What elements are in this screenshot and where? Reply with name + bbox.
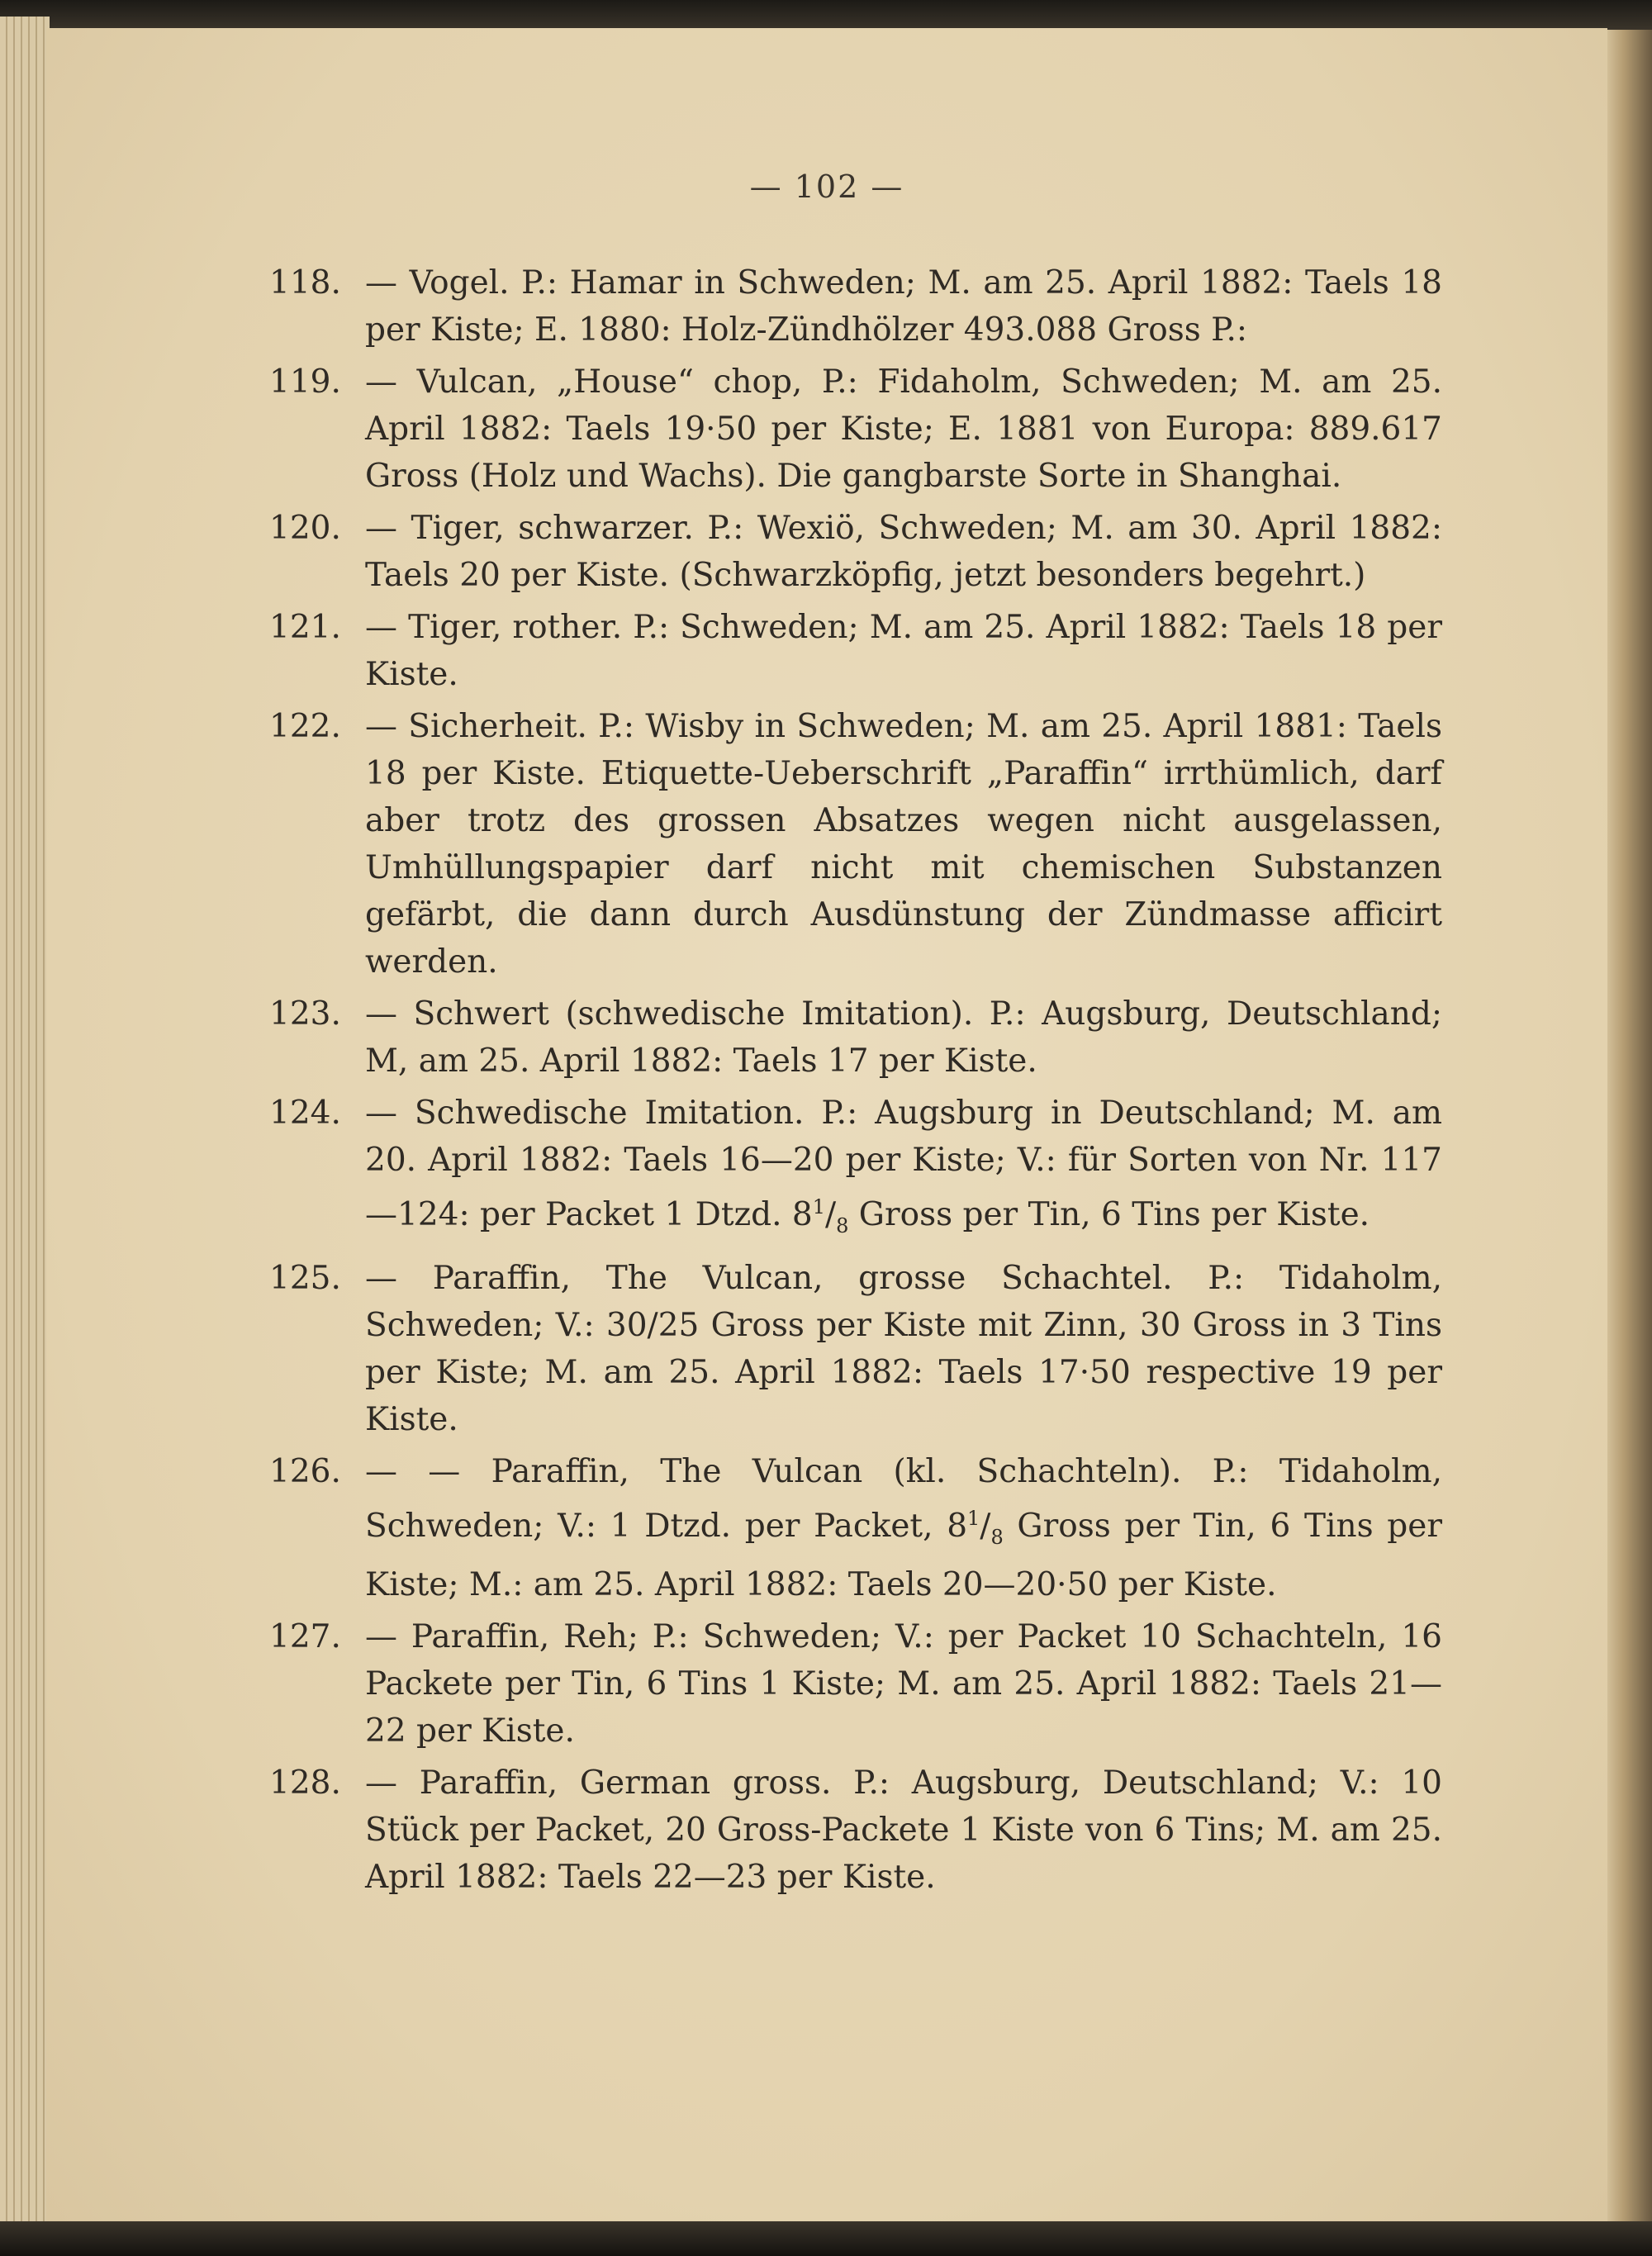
entry-number: 126. <box>269 1452 341 1490</box>
entry-text: — Paraffin, Reh; P.: Schweden; V.: per Packet 10 Schachteln, 16 Packete per Tin, 6 Tins 1 Kiste; M. am 25. April 1882: Taels 21—22 per Kiste. <box>365 1617 1442 1750</box>
entry-text-after: Gross per Tin, 6 Tins per Kiste; M.: am 25. April 1882: Taels 20—20·50 per Kiste. <box>365 1507 1442 1603</box>
entry-120 <box>269 505 1442 599</box>
entry-118 <box>269 259 1442 354</box>
entry-text: — Schwert (schwedische Imitation). P.: Augsburg, Deutschland; M, am 25. April 1882: Taels 17 per Kiste. <box>365 995 1442 1080</box>
entry-text: — Sicherheit. P.: Wisby in Schweden; M. am 25. April 1881: Taels 18 per Kiste. Etiquette-Ueberschrift „Paraffin“ irrthümlich, darf aber trotz des grossen Absatzes wegen nicht ausgelassen, Umhüllungspapier darf nicht mit chemischen Substanzen gefärbt, die dann durch Ausdünstung der Zündmasse afficirt werden. <box>365 708 1442 981</box>
entry-126 <box>269 1448 1442 1608</box>
entry-text: — Tiger, schwarzer. P.: Wexiö, Schweden; M. am 30. April 1882: Taels 20 per Kiste. (Schwarzköpfig, jetzt besonders begehrt.) <box>365 510 1442 594</box>
entry-text: — Paraffin, German gross. P.: Augsburg, Deutschland; V.: 10 Stück per Packet, 20 Gross-Packete 1 Kiste von 6 Tins; M. am 25. April 1882: Taels 22—23 per Kiste. <box>365 1764 1442 1896</box>
entry-number: 121. <box>269 609 341 646</box>
entry-number: 119. <box>269 363 341 401</box>
entry-text: — Tiger, rother. P.: Schweden; M. am 25. April 1882: Taels 18 per Kiste. <box>365 609 1442 693</box>
entry-122 <box>269 703 1442 986</box>
entry-text: — Vulcan, „House“ chop, P.: Fidaholm, Schweden; M. am 25. April 1882: Taels 19·50 per Kiste; E. 1881 von Europa: 889.617 Gross (Holz und Wachs). Die gangbarste Sorte in Shanghai. <box>365 363 1442 495</box>
entry-128 <box>269 1760 1442 1901</box>
entry-text: — — Paraffin, The Vulcan (kl. Schachteln). P.: Tidaholm, Schweden; V.: 1 Dtzd. per Packet, $8^1/_8$ Gross per Tin, 6 Tins per Kiste; M.: am 25. April 1882: Taels 20—20·50 per Kiste. <box>365 1452 1442 1603</box>
entry-text: — Vogel. P.: Hamar in Schweden; M. am 25. April 1882: Taels 18 per Kiste; E. 1880: Holz-Zündhölzer 493.088 Gross P.: <box>365 264 1442 349</box>
entry-number: 124. <box>269 1095 341 1132</box>
fraction-denominator: 8 <box>990 1525 1004 1549</box>
entry-text-before: — Schwedische Imitation. P.: Augsburg in Deutschland; M. am 20. April 1882: Taels 16—20 per Kiste; V.: für Sorten von Nr. 117—124: per Packet 1 Dtzd. 8 <box>365 1095 1442 1233</box>
entry-121 <box>269 604 1442 698</box>
entry-list <box>269 259 1442 1906</box>
entry-119 <box>269 359 1442 500</box>
page-number-header: — 102 — <box>749 169 904 205</box>
entry-125 <box>269 1255 1442 1443</box>
fraction-denominator: 8 <box>836 1213 849 1237</box>
entry-127 <box>269 1613 1442 1755</box>
entry-124 <box>269 1090 1442 1250</box>
fraction-numerator: 1 <box>967 1506 980 1530</box>
entry-number: 120. <box>269 510 341 547</box>
entry-number: 125. <box>269 1259 341 1297</box>
entry-number: 127. <box>269 1617 341 1655</box>
book-page <box>46 28 1607 2221</box>
book-top-edge <box>0 0 1652 30</box>
entry-text-after: Gross per Tin, 6 Tins per Kiste. <box>848 1196 1370 1233</box>
entry-123 <box>269 990 1442 1085</box>
book-right-binding <box>1604 30 1652 2223</box>
book-bottom-edge <box>0 2221 1652 2256</box>
entry-number: 128. <box>269 1764 341 1802</box>
book-left-page-edges <box>0 17 50 2222</box>
entry-number: 122. <box>269 708 341 745</box>
entry-text: — Schwedische Imitation. P.: Augsburg in Deutschland; M. am 20. April 1882: Taels 16—20 per Kiste; V.: für Sorten von Nr. 117—124: per Packet 1 Dtzd. $8^1/_8$ Gross per Tin, 6 Tins per Kiste. <box>365 1095 1442 1237</box>
fraction-numerator: 1 <box>812 1195 825 1218</box>
entry-text: — Paraffin, The Vulcan, grosse Schachtel. P.: Tidaholm, Schweden; V.: 30/25 Gross per Kiste mit Zinn, 30 Gross in 3 Tins per Kiste; M. am 25. April 1882: Taels 17·50 respective 19 per Kiste. <box>365 1259 1442 1438</box>
entry-text-before: — — Paraffin, The Vulcan (kl. Schachteln). P.: Tidaholm, Schweden; V.: 1 Dtzd. per Packet, 8 <box>365 1452 1442 1545</box>
entry-number: 123. <box>269 995 341 1033</box>
entry-number: 118. <box>269 264 341 302</box>
